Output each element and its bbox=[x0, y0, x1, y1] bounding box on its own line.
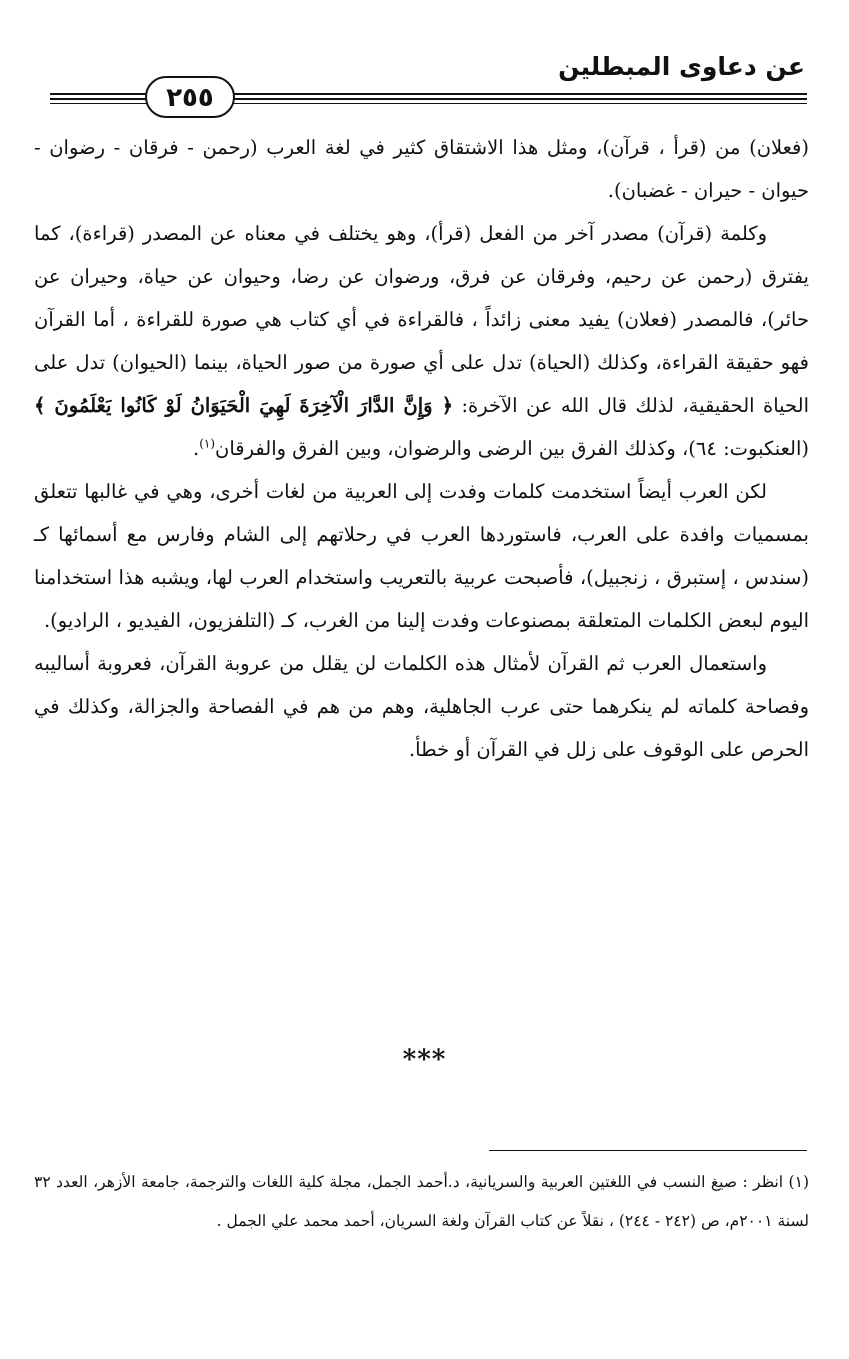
verse-citation: (العنكبوت: ٦٤)، وكذلك الفرق بين الرضى والرضوان، وبين الفرق والفرقان bbox=[215, 437, 809, 460]
page-number: ٢٥٥ bbox=[145, 76, 235, 118]
paragraph: (فعلان) من (قرأ ، قرآن)، ومثل هذا الاشتقاق كثير في لغة العرب (رحمن - فرقان - رضوان - حيوان - حيران - غضبان). bbox=[34, 136, 809, 202]
paragraph: واستعمال العرب ثم القرآن لأمثال هذه الكلمات لن يقلل من عروبة القرآن، فعروبة أساليبه وفصاحة كلماته لم ينكرهما حتى عرب الجاهلية، وهم من هم في الفصاحة والجزالة، وكذلك في الحرص على الوقوف على زلل في القرآن أو خطأ. bbox=[34, 652, 809, 761]
quran-verse: ﴿ وَإِنَّ الدَّارَ الْآخِرَةَ لَهِيَ الْحَيَوَانُ لَوْ كَانُوا يَعْلَمُونَ ﴾ bbox=[34, 394, 454, 417]
running-title: عن دعاوى المبطلين bbox=[558, 52, 805, 81]
footnote: (١) انظر : صيغ النسب في اللغتين العربية والسريانية، د.أحمد الجمل، مجلة كلية اللغات والترجمة، جامعة الأزهر، العدد ٣٢ لسنة ٢٠٠١م، ص (٢٤٢ - ٢٤٤) ، نقلاً عن كتاب القرآن ولغة السريان، أحمد محمد علي الجمل . bbox=[34, 1173, 809, 1230]
paragraph-text: وكلمة (قرآن) مصدر آخر من الفعل (قرأ)، وهو يختلف في معناه عن المصدر (قراءة)، كما يفترق (رحمن عن رحيم، وفرقان عن فرق، ورضوان عن رضا، وحيوان عن حياة، وحيران عن حائر)، فالمصدر (فعلان) يفيد معنى زائداً ، فالقراءة في أي كتاب هي صورة للقراءة ، أما القرآن فهو حقيقة القراءة، وكذلك (الحياة) تدل على أي صورة من صور الحياة، بينما (الحيوان) تدل على الحياة الحقيقية، لذلك قال الله عن الآخرة: bbox=[34, 222, 809, 417]
main-text bbox=[34, 126, 809, 771]
paragraph-end: . bbox=[193, 437, 200, 460]
paragraph: لكن العرب أيضاً استخدمت كلمات وفدت إلى العربية من لغات أخرى، وهي في غالبها تتعلق بمسميات وافدة على العرب، فاستوردها العرب في رحلاتهم إلى الشام وفارس مع أسمائها كـ (سندس ، إستبرق ، زنجبيل)، فأصبحت عربية بالتعريب واستخدام العرب لها، ويشبه هذا استخدامنا اليوم لبعض الكلمات المتعلقة بمصنوعات وفدت إلينا من الغرب، كـ (التلفزيون، الفيديو ، الراديو). bbox=[34, 480, 809, 632]
footnotes bbox=[34, 1163, 809, 1241]
footnote-divider bbox=[489, 1150, 807, 1151]
section-separator: *** bbox=[402, 1045, 447, 1075]
footnote-reference[interactable]: (١) bbox=[199, 436, 216, 451]
paragraph bbox=[34, 212, 809, 470]
